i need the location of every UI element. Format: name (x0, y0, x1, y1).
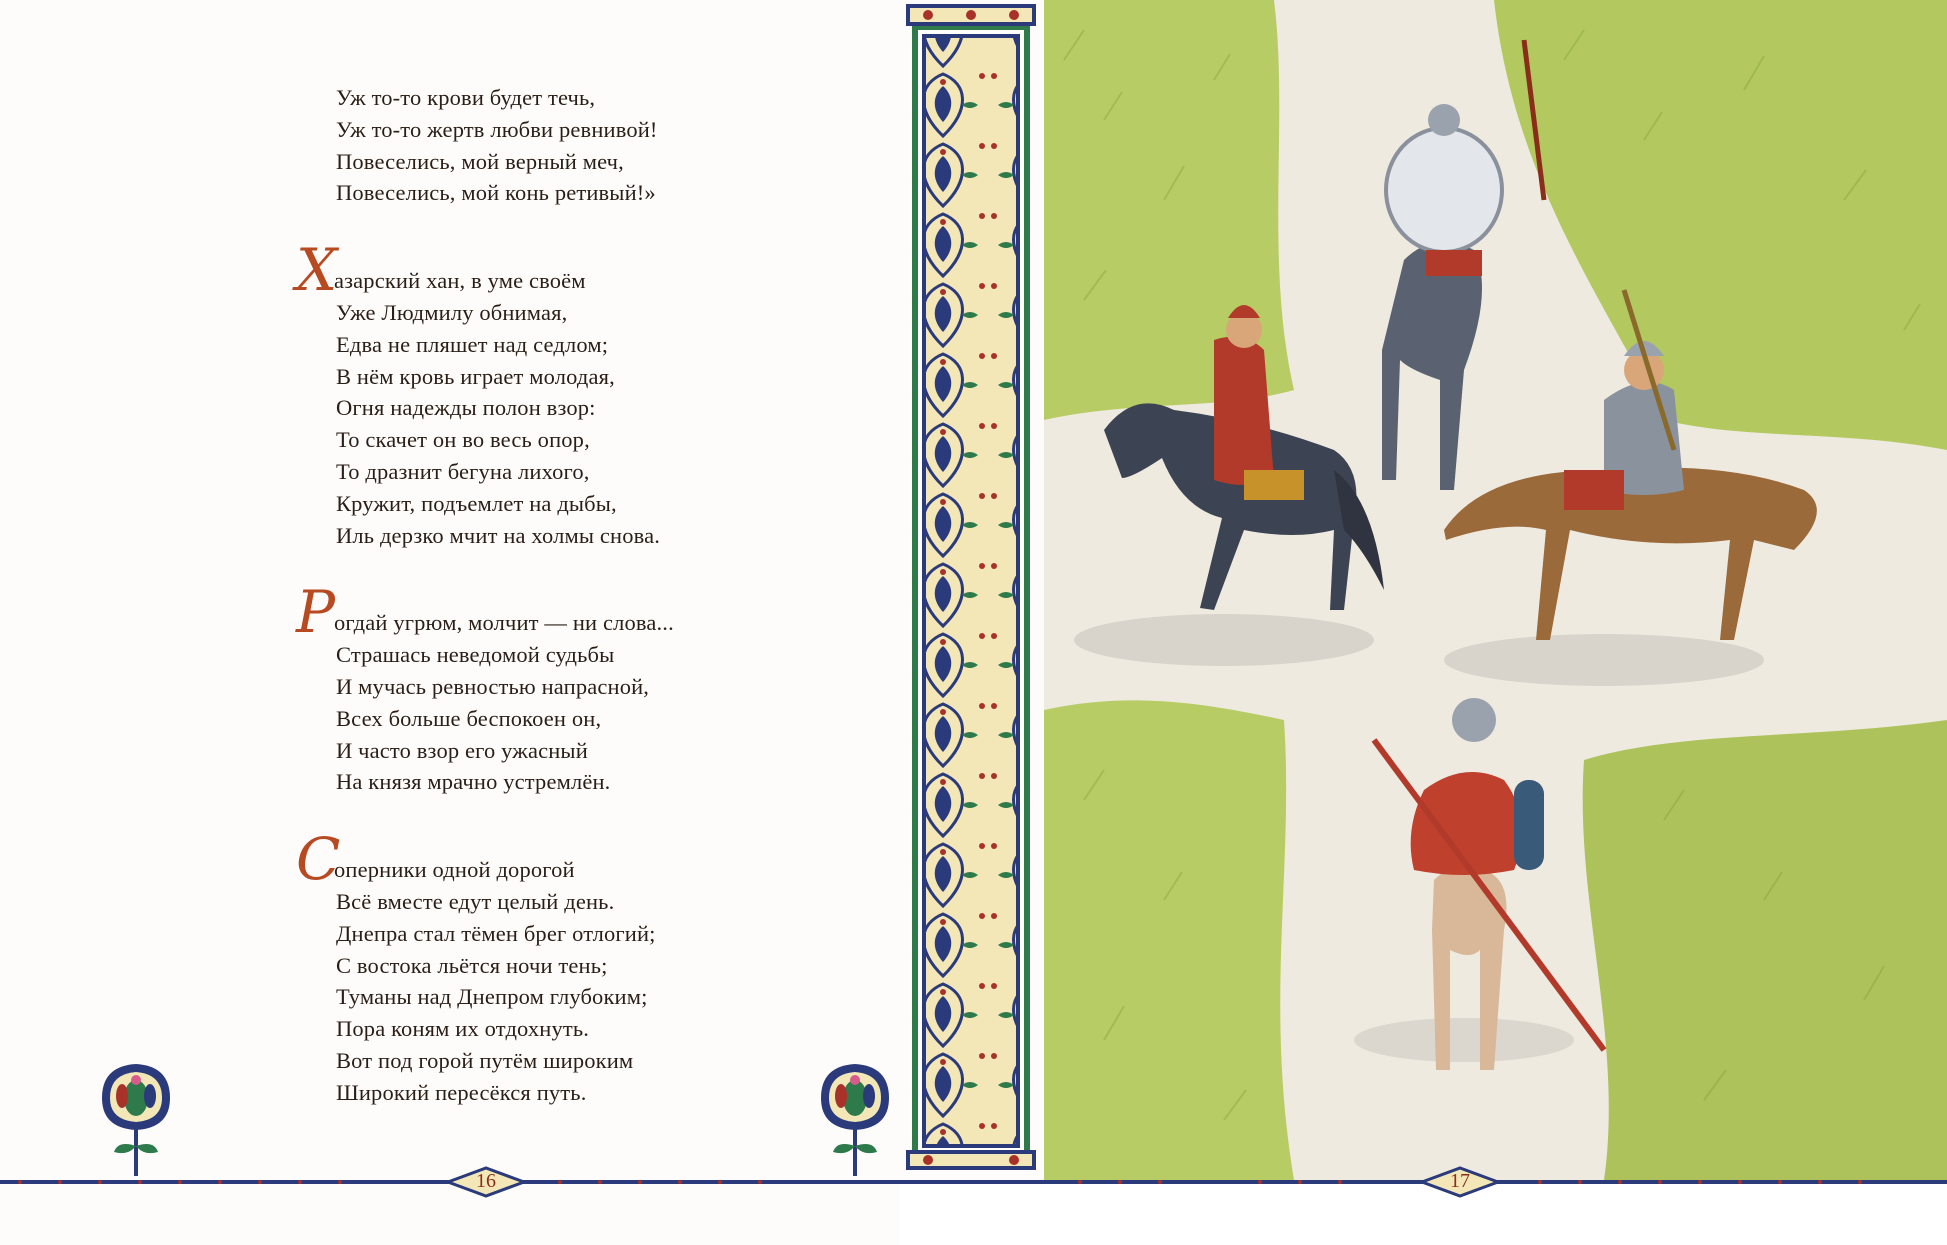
poem-line: И мучась ревностью напрасной, (336, 673, 650, 699)
drop-cap: Х (296, 236, 338, 305)
bottom-border (0, 1160, 1947, 1245)
poem-line: оперники одной дорогой (334, 857, 575, 883)
poem-line: Страшась неведомой судьбы (336, 642, 615, 668)
poem-line: Уж то-то крови будет течь, (336, 85, 596, 110)
poem-line: Уже Людмилу обнимая, (336, 299, 568, 325)
stanza-4 (296, 825, 896, 1108)
poem-text (296, 82, 896, 1165)
poem-line: Повеселись, мой верный меч, (336, 148, 624, 174)
poem-line: То скачет он во весь опор, (336, 427, 590, 453)
poem-line: То дразнит бегуна лихого, (336, 458, 590, 484)
poem-line: Повеселись, мой конь ретивый!» (336, 180, 656, 206)
poem-line: Всех больше беспокоен он, (336, 705, 602, 731)
drop-cap: Р (296, 578, 336, 647)
poem-line: Едва не пляшет над седлом; (336, 331, 609, 357)
poem-line: Вот под горой путём широким (336, 1047, 634, 1073)
poem-line: Днепра стал тёмен брег отлогий; (336, 920, 656, 946)
poem-line: Туманы над Днепром глубоким; (336, 984, 648, 1010)
illustration-riders (1044, 0, 1947, 1180)
left-page (0, 0, 900, 1245)
poem-line: Иль дерзко мчит на холмы снова. (336, 522, 661, 548)
poem-line: На князя мрачно устремлён. (336, 769, 611, 795)
poem-line: Огня надежды полон взор: (336, 395, 596, 421)
poem-line: И часто взор его ужасный (336, 737, 588, 763)
poem-line: азарский хан, в уме своём (334, 268, 586, 294)
poem-line: В нём кровь играет молодая, (336, 363, 615, 389)
poem-line: Пора коням их отдохнуть. (336, 1016, 590, 1042)
poem-line: Всё вместе едут целый день. (336, 888, 615, 914)
poem-line: огдай угрюм, молчит — ни слова... (334, 610, 674, 636)
page-number-right: 17 (1450, 1170, 1470, 1192)
poem-line: Широкий пересёкся путь. (336, 1079, 587, 1105)
poem-line: Уж то-то жертв любви ревнивой! (336, 116, 658, 142)
poem-line: С востока льётся ночи тень; (336, 952, 608, 978)
stanza-1 (336, 82, 896, 209)
drop-cap: С (296, 825, 341, 894)
stanza-3 (296, 578, 896, 798)
poem-line: Кружит, подъемлет на дыбы, (336, 490, 617, 516)
decorative-border (898, 0, 1044, 1180)
page-number-left: 16 (476, 1170, 496, 1192)
stanza-2 (296, 236, 896, 551)
